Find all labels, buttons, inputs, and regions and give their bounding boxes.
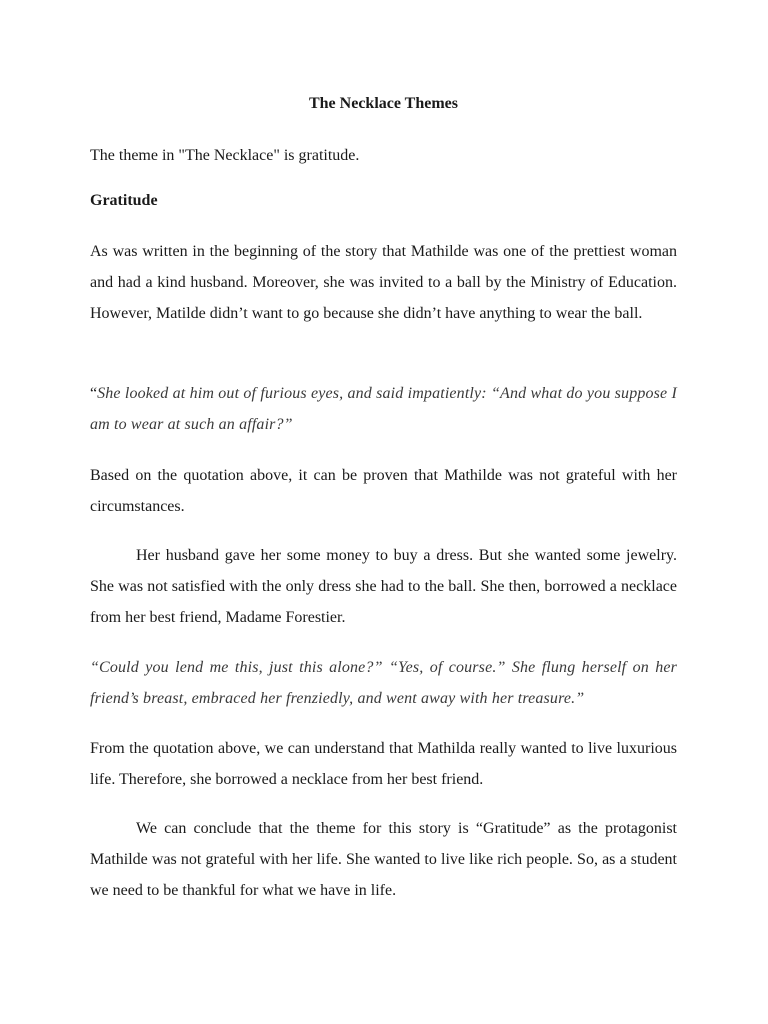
quote-open-mark: “ [90, 385, 98, 402]
intro-paragraph: The theme in "The Necklace" is gratitude. [90, 147, 360, 164]
document-title: The Necklace Themes [308, 95, 458, 112]
section-heading: Gratitude [90, 192, 158, 209]
quote-lend-necklace: “Could you lend me this, just this alone?” “Yes, of course.” She flung herself on her friend’s breast, embraced her frenziedly, and went away with her treasure.” [90, 659, 677, 707]
paragraph-husband-money: Her husband gave her some money to buy a dress. But she wanted some jewelry. She was not satisfied with the only dress she had to the ball. She then, borrowed a necklace from her best friend, Madame Forestier. [90, 547, 677, 626]
paragraph-ball-invitation: As was written in the beginning of the story that Mathilde was one of the prettiest woman and had a kind husband. Moreover, she was invited to a ball by the Ministry of Education. However, Matilde didn’t want to go because she didn’t have anything to wear the ball. [90, 243, 677, 322]
paragraph-not-grateful: Based on the quotation above, it can be proven that Mathilde was not grateful with her circumstances. [90, 467, 677, 515]
quote-furious-eyes [90, 378, 677, 440]
quote-text: She looked at him out of furious eyes, and said impatiently: “And what do you suppose I am to wear at such an affair?” [90, 385, 677, 433]
paragraph-conclusion: We can conclude that the theme for this story is “Gratitude” as the protagonist Mathilde was not grateful with her life. She wanted to live like rich people. So, as a student we need to be thankful for what we have in life. [90, 820, 677, 899]
paragraph-luxurious-life: From the quotation above, we can understand that Mathilda really wanted to live luxurious life. Therefore, she borrowed a necklace from her best friend. [90, 740, 677, 788]
